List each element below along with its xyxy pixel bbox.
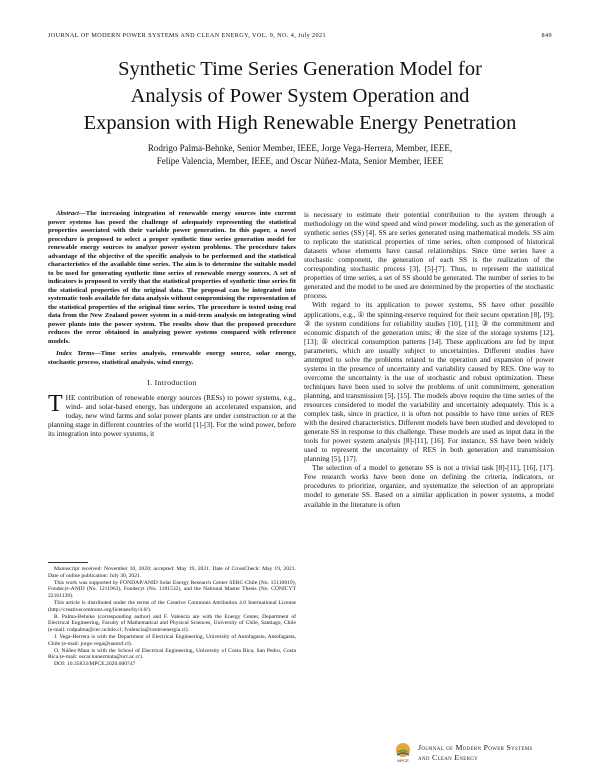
footnote: This work was supported by FONDAP/ANID Solar Energy Research Center SERC-Chile (No. 15110019), Fondecyt-ANID (No. 1211963), Fondecyt (No. 1181532), and the National Master Thesis (No. CONICYT 22161139). — [48, 579, 296, 600]
drop-cap: T — [48, 391, 63, 418]
index-terms-text: —Time series analysis, renewable energy source, solar energy, stochastic process, statistical analysis, wind energy. — [48, 350, 297, 366]
footnote: O. Núñez-Mata is with the School of Electrical Engineering, University of Costa Rica, San Pedro, Costa Rica (e-mail: oscar.nunezmata@ucr.ac.cr). — [48, 647, 296, 661]
doi: DOI: 10.35833/MPCE.2020.000747 — [54, 661, 136, 668]
page-number: 849 — [541, 32, 552, 39]
author-line: Felipe Valencia, Member, IEEE, and Oscar Núñez-Mata, Senior Member, IEEE — [156, 156, 444, 166]
footnote: R. Palma-Behnke (corresponding author) and F. Valencia are with the Energy Center, Department of Electrical Engineering, Faculty of Mathematical and Physical Sciences, University of Chile, Santiago, Chile (e-mail: rodpalma@cec.uchile.cl; fvalencia@centroenergia.cl). — [48, 613, 296, 634]
footnote: Manuscript received: November 10, 2020; accepted: May 19, 2021. Date of CrossCheck: May 19, 2021. Date of online publication: July 30, 2021. — [48, 566, 296, 579]
left-column — [48, 210, 296, 438]
body-paragraph: The selection of a model to generate SS is not a trivial task [8]-[11], [16], [17]. Few research works have been done on defining the criteria, indicators, or procedures to prioritize, organize, and systematize the selection of an appropriate model to generate SS. Based on a similar application in power systems, a model available in the literature is often — [304, 463, 554, 509]
journal-logo — [392, 741, 562, 765]
footnote-divider — [48, 562, 88, 563]
footnote: This article is distributed under the terms of the Creative Commons Attribution 4.0 International License (http://creativecommons.org/licenses/by/4.0/). — [48, 599, 296, 613]
logo-line: and Clean Energy — [418, 752, 479, 762]
journal-logo-icon — [392, 741, 414, 763]
intro-text: HE contribution of renewable energy sources (RESs) to power systems, e.g., wind- and solar-based energy, has undergone an accelerated expansion, and today, new wind farms and solar power plants are under construction or at the planning stage in different countries of the world [1]-[3]. For the wind power, before its integration into power systems, it — [48, 393, 296, 439]
logo-mark-label: MPCE — [397, 758, 409, 763]
title-line: Analysis of Power System Operation and — [130, 85, 470, 107]
title-line: Synthetic Time Series Generation Model for — [118, 58, 482, 80]
index-terms — [48, 350, 296, 367]
logo-text — [418, 743, 533, 762]
running-header — [48, 32, 552, 42]
logo-line: Journal of Modern Power Systems — [418, 743, 533, 752]
body-paragraph: is necessary to estimate their potential contribution to the system through a methodology on the wind speed and wind power modeling, such as the generation of synthetic series (SS) [4]. SS are series generated using mathematical models. SS aim to replicate the statistical properties of time series, often composed of historical datasets whose elements have causal relationships. Since time series have a stochastic component, the generation of each SS is the realization of the corresponding stochastic process [3], [5]-[7]. Thus, to represent the statistical properties of time series, a set of SS should be generated. The number of series to be generated and the model to be used are determined by the properties of the stochastic process. — [304, 210, 554, 301]
index-terms-label: Index Terms — [56, 350, 95, 357]
right-column — [304, 210, 554, 509]
abstract — [48, 210, 296, 346]
intro-paragraph — [48, 393, 296, 438]
footnote: J. Vega-Herrera is with the Department of Electrical Engineering, University of Antofagasta, Antofagasta, Chile (e-mail: jorge.vega@uantof.cl). — [48, 633, 296, 647]
author-line: Rodrigo Palma-Behnke, Senior Member, IEEE, Jorge Vega-Herrera, Member, IEEE, — [147, 143, 453, 153]
body-paragraph: With regard to its application to power systems, SS have other possible applications, e.g., ① the spinning-reserve required for their secure operation [8], [9]; ② the system conditions for reliability studies [10], [11]; ③ the commitment and economic dispatch of the generation units; ④ the size of the storage systems [12], [13]; ⑤ electrical consumption patterns [14]. These applications are fed by input parameters, which are usually subject to uncertainties. Different studies have attempted to solve the problems related to the operation and expansion of power systems in the presence of uncertainty and variability caused by RES. One way to overcome the uncertainty is the use of stochastic and robust optimization. These techniques have been used to solve the problems of unit commitment, generation planning, and transmission [5], [15]. The models above require the time series of the resources considered to model the variability and uncertainty adequately. This is a complex task, since in practice, it is often not possible to have time series of RES with the desired characteristics. Different models have been studied and developed to generate SS in response to this challenge. These models are used as input data in the tools for power system analysis [8]-[11], [16]. For instance, SS have been widely used to represent the uncertainty of RES in both generation and transmission planning [5], [17]. — [304, 300, 554, 464]
footnotes — [48, 566, 296, 668]
section-heading: I. Introduction — [147, 378, 197, 387]
title-line: Expansion with High Renewable Energy Penetration — [83, 112, 517, 134]
journal-header: JOURNAL OF MODERN POWER SYSTEMS AND CLEAN ENERGY, VOL. 9, NO. 4, July 2021 — [48, 32, 327, 39]
abstract-label: Abstract — [56, 210, 80, 217]
paper-title — [40, 56, 560, 137]
author-list — [40, 142, 560, 168]
abstract-text: —The increasing integration of renewable energy sources into current power systems has posed the challenge of adequately representing the statistical properties associated with their variable power generation. In this paper, a novel procedure is proposed to select a proper synthetic time series generation model for renewable energy sources to analyze power system problems. The procedure takes advantage of the objective of the specific analysis to be performed and the statistical characteristics of the available time series. The aim is to determine the suitable model to be used for generating synthetic time series of renewable energy sources. A set of indicators is proposed to verify that the statistical properties of synthetic time series fit the statistical properties of the original data. The proposal can be integrated into systematic tools available for data analysis without compromising the representation of the statistical properties of the original time series. The procedure is tested using real data from the New Zealand power system in a mid-term analysis on integrating wind power plants into the power system. The results show that the proposed procedure reduces the error obtained in analyzing power systems compared with reference models. — [48, 210, 296, 345]
